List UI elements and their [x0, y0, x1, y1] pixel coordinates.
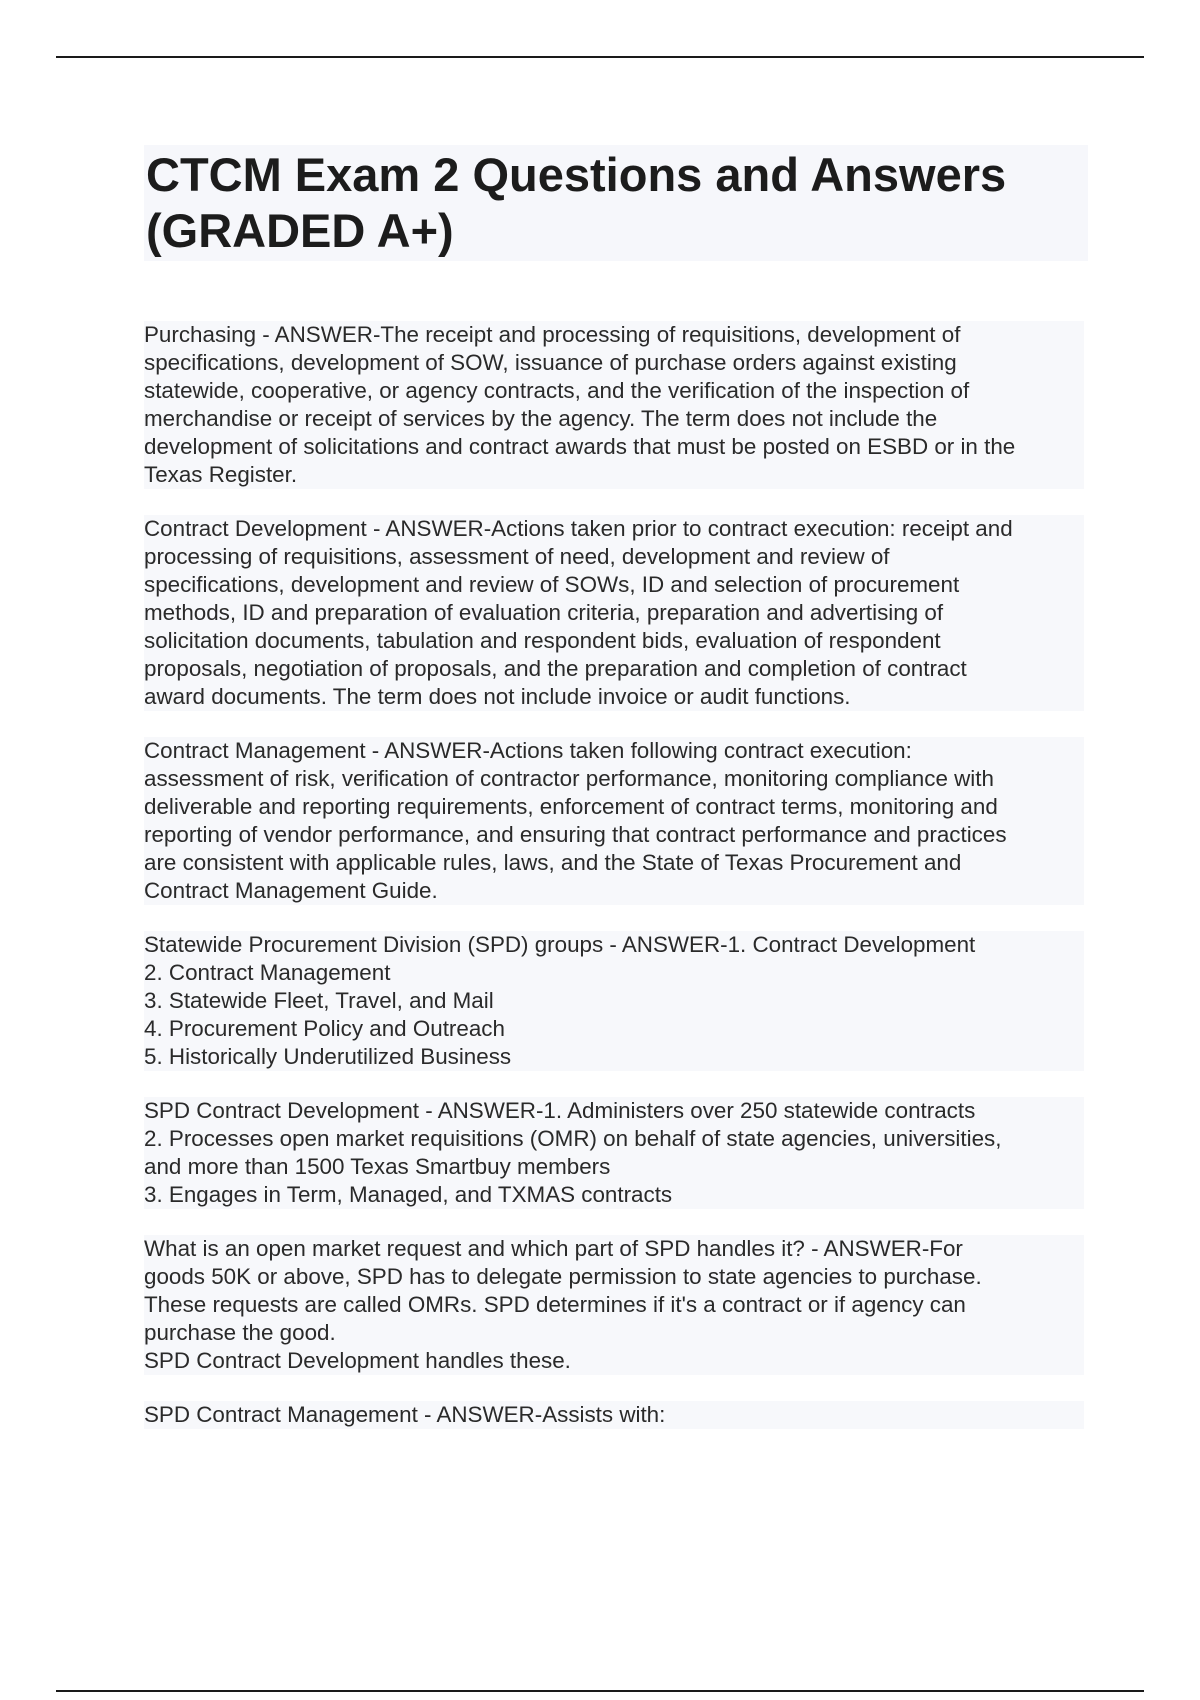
- qa-entry-line: Contract Development - ANSWER-Actions taken prior to contract execution: receipt and: [144, 515, 1084, 543]
- qa-entry-line: Contract Management Guide.: [144, 877, 1084, 905]
- qa-entry-line: SPD Contract Management - ANSWER-Assists with:: [144, 1401, 1084, 1429]
- qa-entry-line: reporting of vendor performance, and ensuring that contract performance and practices: [144, 821, 1084, 849]
- document-body: [144, 145, 1084, 1455]
- qa-entry-line: 3. Statewide Fleet, Travel, and Mail: [144, 987, 1084, 1015]
- qa-entry-line: 3. Engages in Term, Managed, and TXMAS contracts: [144, 1181, 1084, 1209]
- qa-entry-line: solicitation documents, tabulation and respondent bids, evaluation of respondent: [144, 627, 1084, 655]
- qa-entry-line: 4. Procurement Policy and Outreach: [144, 1015, 1084, 1043]
- qa-entry-line: Statewide Procurement Division (SPD) groups - ANSWER-1. Contract Development: [144, 931, 1084, 959]
- qa-entry-line: and more than 1500 Texas Smartbuy members: [144, 1153, 1084, 1181]
- qa-entry-line: Purchasing - ANSWER-The receipt and processing of requisitions, development of: [144, 321, 1084, 349]
- qa-entry: [144, 931, 1084, 1071]
- qa-entry-line: specifications, development and review of SOWs, ID and selection of procurement: [144, 571, 1084, 599]
- qa-entry-line: What is an open market request and which part of SPD handles it? - ANSWER-For: [144, 1235, 1084, 1263]
- qa-list: [144, 321, 1084, 1429]
- title-line: (GRADED A+): [146, 204, 454, 257]
- qa-entry: [144, 321, 1084, 489]
- qa-entry-line: are consistent with applicable rules, laws, and the State of Texas Procurement and: [144, 849, 1084, 877]
- qa-entry-line: goods 50K or above, SPD has to delegate permission to state agencies to purchase.: [144, 1263, 1084, 1291]
- qa-entry-line: proposals, negotiation of proposals, and the preparation and completion of contract: [144, 655, 1084, 683]
- qa-entry-line: processing of requisitions, assessment of need, development and review of: [144, 543, 1084, 571]
- qa-entry-line: 2. Processes open market requisitions (OMR) on behalf of state agencies, universities,: [144, 1125, 1084, 1153]
- qa-entry-line: award documents. The term does not include invoice or audit functions.: [144, 683, 1084, 711]
- qa-entry-line: deliverable and reporting requirements, enforcement of contract terms, monitoring and: [144, 793, 1084, 821]
- qa-entry-line: development of solicitations and contract awards that must be posted on ESBD or in the: [144, 433, 1084, 461]
- header-rule: [56, 56, 1144, 58]
- qa-entry-line: statewide, cooperative, or agency contracts, and the verification of the inspection of: [144, 377, 1084, 405]
- qa-entry: [144, 1235, 1084, 1375]
- qa-entry-line: assessment of risk, verification of contractor performance, monitoring compliance with: [144, 765, 1084, 793]
- qa-entry-line: Contract Management - ANSWER-Actions taken following contract execution:: [144, 737, 1084, 765]
- qa-entry-line: Texas Register.: [144, 461, 1084, 489]
- qa-entry: [144, 1097, 1084, 1209]
- qa-entry-line: SPD Contract Development handles these.: [144, 1347, 1084, 1375]
- qa-entry-line: SPD Contract Development - ANSWER-1. Administers over 250 statewide contracts: [144, 1097, 1084, 1125]
- qa-entry-line: specifications, development of SOW, issuance of purchase orders against existing: [144, 349, 1084, 377]
- title-line: CTCM Exam 2 Questions and Answers: [146, 148, 1007, 201]
- document-title: [144, 145, 1088, 261]
- footer-rule: [56, 1690, 1144, 1692]
- qa-entry-line: methods, ID and preparation of evaluation criteria, preparation and advertising of: [144, 599, 1084, 627]
- qa-entry: [144, 515, 1084, 711]
- qa-entry-line: 5. Historically Underutilized Business: [144, 1043, 1084, 1071]
- qa-entry-line: 2. Contract Management: [144, 959, 1084, 987]
- qa-entry-line: These requests are called OMRs. SPD determines if it's a contract or if agency can: [144, 1291, 1084, 1319]
- qa-entry-line: merchandise or receipt of services by the agency. The term does not include the: [144, 405, 1084, 433]
- qa-entry: [144, 1401, 1084, 1429]
- qa-entry: [144, 737, 1084, 905]
- qa-entry-line: purchase the good.: [144, 1319, 1084, 1347]
